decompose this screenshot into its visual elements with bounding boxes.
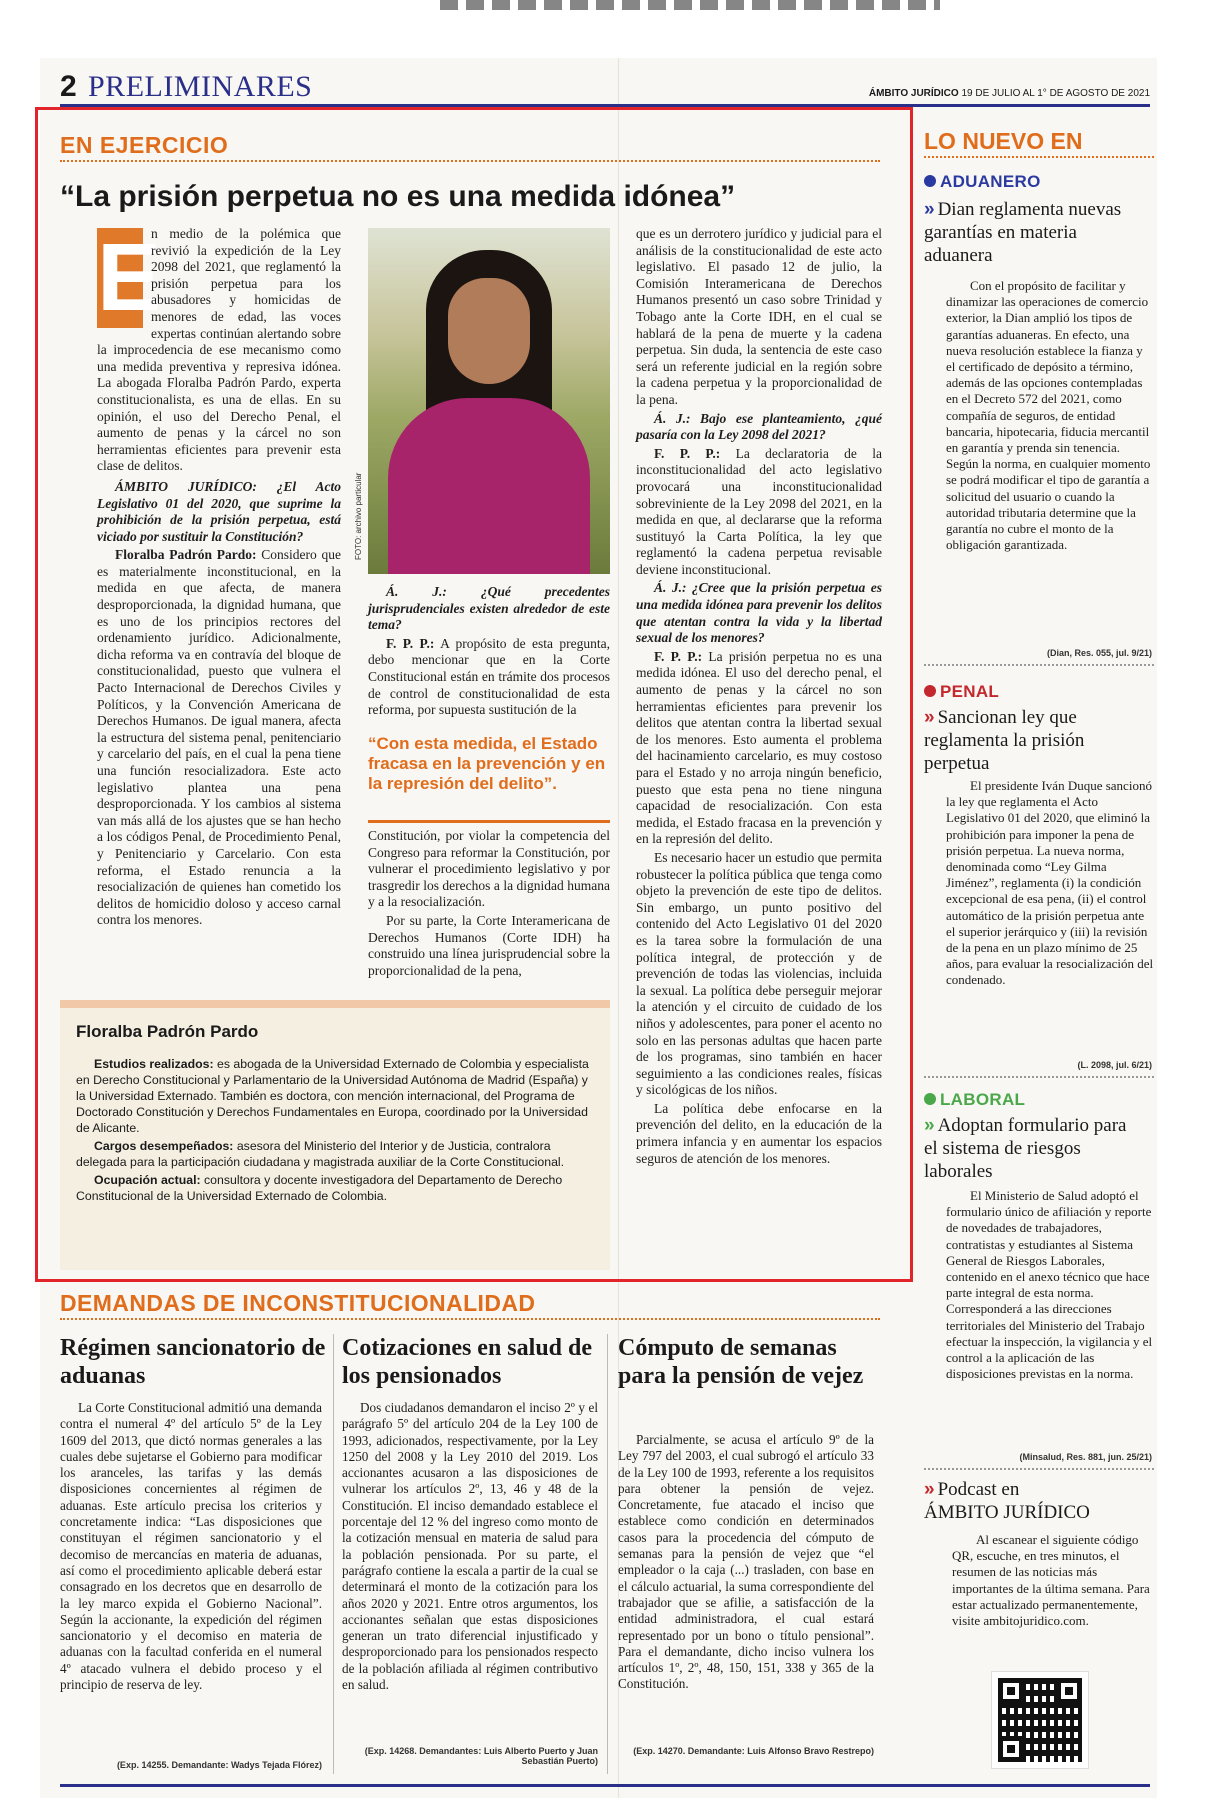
headline-text: Sancionan ley que reglamenta la prisión perpetua bbox=[924, 707, 1085, 774]
issue-dates: 19 DE JULIO AL 1° DE AGOSTO DE 2021 bbox=[961, 88, 1150, 99]
demanda-body-3 bbox=[618, 1432, 874, 1695]
chevron-right-icon: » bbox=[924, 1115, 935, 1136]
sidebar-body-1 bbox=[946, 278, 1154, 553]
sidebar-category-penal bbox=[924, 682, 999, 702]
demandas-rule bbox=[60, 1318, 880, 1320]
bio-box bbox=[60, 1000, 610, 1270]
article-column-3 bbox=[636, 226, 882, 1169]
section-title: PRELIMINARES bbox=[88, 70, 313, 103]
category-dot-icon bbox=[924, 175, 936, 187]
paragraph: Por su parte, la Corte Interamericana de Derechos Humanos (Corte IDH) ha construido una línea jurisprudencial sobre la proporcionalidad de la pena, bbox=[368, 912, 610, 978]
bio-text: consultora y docente investigadora del Departamento de Derecho Constitucional de la Universidad Externado de Colombia. bbox=[76, 1173, 563, 1203]
answer-speaker: F. P. P.: bbox=[654, 648, 703, 664]
answer-speaker: Floralba Padrón Pardo: bbox=[115, 547, 257, 563]
headline-text: Adoptan formulario para el sistema de riesgos laborales bbox=[924, 1115, 1127, 1182]
sidebar-source-2: (L. 2098, jul. 6/21) bbox=[1077, 1060, 1152, 1070]
sidebar-source-1: (Dian, Res. 055, jul. 9/21) bbox=[1046, 648, 1152, 658]
qr-finder bbox=[1056, 1678, 1082, 1704]
article-column-1 bbox=[97, 226, 341, 931]
demanda-headline-2: Cotizaciones en salud de los pensionados bbox=[342, 1335, 593, 1389]
demanda-headline-3: Cómputo de semanas para la pensión de vejez bbox=[618, 1335, 864, 1389]
podcast-headline bbox=[924, 1478, 1154, 1524]
photo-blouse bbox=[388, 398, 590, 574]
category-label: LABORAL bbox=[940, 1090, 1026, 1109]
qr-finder bbox=[998, 1736, 1024, 1762]
intro-paragraph: n medio de la polémica que revivió la expedición de la Ley 2098 del 2021, que reglamentó la prisión perpetua para los abusadores y homicidas de menores de edad, las voces expertas continúan alertando sobre la improcedencia de ese mecanismo como una medida preventiva y represiva idónea. La abogada Floralba Padrón Pardo, experta constitucionalista, es una de ellas. En su opinión, el uso del Derecho Penal, el aumento de penas y la cárcel no son herramientas eficientes para prevenir esta clase de delitos. bbox=[97, 226, 341, 474]
body-text: El Ministerio de Salud adoptó el formulario único de afiliación y reporte de novedades de trabajadores, contratistas y estudiantes al Sistema General de Riesgos Laborales, contenido en el anexo técnico que hace parte integral de esta norma. Corresponderá a las direcciones territoriales del Ministerio del Trabajo efectuar la inspección, la vigilancia y el control a la aplicación de las disposiciones previstas en la norma. bbox=[946, 1188, 1153, 1382]
brand-name: ÁMBITO JURÍDICO bbox=[868, 88, 959, 99]
body-text: El presidente Iván Duque sancionó la ley que reglamenta el Acto Legislativo 01 del 2020, que eliminó la prohibición para imponer la pena de prisión perpetua. La nueva norma, denominada como “Ley Gilma Jiménez”, reglamenta (i) la condición excepcional de esa pena, (ii) el control automático de la prisión perpetua ante el superior jerárquico y (iii) la revisión de la pena en un plazo mínimo de 25 años, para evaluar la resocialización del condenado. bbox=[946, 778, 1154, 988]
demanda-source-3: (Exp. 14270. Demandante: Luis Alfonso Bravo Restrepo) bbox=[633, 1746, 874, 1756]
sidebar-category-aduanero bbox=[924, 172, 1041, 192]
question-3: Á. J.: Bajo ese planteamiento, ¿qué pasaría con la Ley 2098 del 2021? bbox=[636, 410, 882, 443]
article-column-2 bbox=[368, 584, 610, 721]
demanda-headline-1: Régimen sancionatorio de aduanas bbox=[60, 1335, 326, 1389]
pull-quote: “Con esta medida, el Estado fracasa en la prevención y en la represión del delito”. bbox=[368, 734, 606, 793]
sidebar-source-3: (Minsalud, Res. 881, jun. 25/21) bbox=[1019, 1452, 1152, 1462]
bio-name: Floralba Padrón Pardo bbox=[76, 1022, 259, 1041]
section-kicker: EN EJERCICIO bbox=[60, 132, 229, 158]
previous-page-bleed bbox=[440, 0, 940, 10]
paragraph: Constitución, por violar la competencia del Congreso para reformar la Constitución, por vulnerar el procedimiento legislativo y por trasgredir los derechos a la dignidad humana y a la resocialización. bbox=[368, 828, 610, 910]
headline-text: Dian reglamenta nuevas garantías en materia aduanera bbox=[924, 199, 1122, 266]
bio-label: Cargos desempeñados: bbox=[94, 1139, 234, 1153]
bio-label: Ocupación actual: bbox=[94, 1173, 201, 1187]
sidebar-headline-1 bbox=[924, 198, 1134, 267]
bio-text: asesora del Ministerio del Interior y de Justicia, contralora delegada para la participación ciudadana y magistrada auxiliar de la Corte Constitucional. bbox=[76, 1139, 565, 1169]
sidebar-headline-3 bbox=[924, 1114, 1136, 1183]
paragraph: La política debe enfocarse en la prevención del delito, en la educación de la primera infancia y en aumentar los espacios seguros de atención de los menores. bbox=[636, 1100, 882, 1166]
question-4: Á. J.: ¿Cree que la prisión perpetua es una medida idónea para prevenir los delitos que atentan contra la vida y la libertad sexual de los menores? bbox=[636, 580, 882, 646]
sidebar-headline-2 bbox=[924, 706, 1124, 775]
qr-finder bbox=[998, 1678, 1024, 1704]
column-divider bbox=[607, 1334, 608, 1774]
question-1: ÁMBITO JURÍDICO: ¿El Acto Legislativo 01 del 2020, que suprime la prohibición de la prisión perpetua, está viciado por sustituir la Constitución? bbox=[97, 478, 341, 544]
bio-roles bbox=[76, 1138, 594, 1170]
podcast-head-2: ÁMBITO JURÍDICO bbox=[924, 1502, 1090, 1523]
sidebar-title: LO NUEVO EN bbox=[924, 128, 1083, 154]
answer-text: Considero que es materialmente inconstitucional, en la medida en que afecta, de manera desproporcionada, la dignidad humana, que es uno de los principios rectores del ordenamiento jurídico. Adicionalmente, dicha reforma va en contravía del bloque de constitucionalidad, puesto que vulnera el Pacto Internacional de Derechos Civiles y Políticos, y la Convención Americana de Derechos Humanos. De igual manera, afecta la estructura del sistema penal, penitenciario y carcelario del país, en el cual la pena tiene una función resocializadora. Este acto legislativo plantea una pena desproporcionada. Y los cambios al sistema van más allá de los ajustes que se han hecho a los códigos Penal, de Procedimiento Penal, y Penitenciario y Carcelario. Con esta reforma, el Estado renuncia a la resocialización de quienes han cometido los delitos de homicidio doloso y acceso carnal contra los menores. bbox=[97, 547, 341, 928]
bio-text: es abogada de la Universidad Externado de Colombia y especialista en Derecho Constitucional y Parlamentario de la Universidad Autónoma de Madrid (España) y la Universidad Externado. También es doctora, con mención internacional, del Programa de Doctorado Constitución y Derechos Fundamentales en Europa, coordinado por la Universidad de Alicante. bbox=[76, 1057, 589, 1135]
body-text: Dos ciudadanos demandaron el inciso 2º y el parágrafo 5º del artículo 204 de la Ley 100 de 1993, adicionados, respectivamente, por la Ley 1250 del 2008 y la Ley 2010 del 2019. Los accionantes acusaron a las disposiciones de vulnerar los artículos 2º, 13, 46 y 48 de la Constitución. El inciso demandado establece el porcentaje del 12 % del ingreso como monto de la cotización mensual en materia de salud para la población pensionada. Por su parte, el parágrafo contiene la escala a partir de la cual se determinará el monto de la cotización para los años 2020 y 2021. Entre otros argumentos, los accionantes señalan que estas disposiciones generan un trato diferencial injustificado y desproporcionado para los pensionados respecto de la población afiliada al régimen contributivo en salud. bbox=[342, 1400, 598, 1693]
answer-text: La declaratoria de la inconstitucionalidad del acto legislativo provocará una inconstitucionalidad sobreviniente de la Ley 2098 del 2021, en la medida en que, al declararse que la reforma sustituyó la Carta Política, la ley que reglamentó la cadena perpetua revisable deviene inconstitucional. bbox=[636, 445, 882, 577]
category-label: PENAL bbox=[940, 682, 1000, 701]
answer-4 bbox=[636, 649, 882, 848]
podcast-body bbox=[952, 1532, 1152, 1629]
body-text: Parcialmente, se acusa el artículo 9º de la Ley 797 del 2003, el cual subrogó el artículo 33 de la Ley 100 de 1993, referente a los requisitos para obtener la pensión de vejez. Concretamente, fue atacado el inciso que establece como condición en determinados casos para la procedencia del cómputo de semanas para la pensión de vejez que “el empleador o la caja (...) trasladen, con base en el cálculo actuarial, la suma correspondiente del trabajador que se afilie, a satisfacción de la entidad administradora, el cual estará representado por un bono o título pensional”. Para el demandante, dicho inciso vulnera los artículos 1º, 2º, 48, 150, 151, 338 y 365 de la Constitución. bbox=[618, 1432, 874, 1692]
drop-cap: E bbox=[97, 224, 162, 331]
answer-text: La prisión perpetua no es una medida idónea. El uso del derecho penal, el aumento de penas y la cárcel no son herramientas eficientes para prevenir los delitos que atentan contra la libertad sexual de los menores. Esto aumenta el problema del hacinamiento carcelario, es muy costoso para el Estado y no arroja ningún beneficio, puesto que esta pena no tiene ninguna capacidad de resocialización. Con esta medida, el Estado fracasa en la prevención y en la represión del delito. bbox=[636, 648, 883, 847]
sidebar-divider bbox=[924, 1076, 1154, 1078]
chevron-right-icon: » bbox=[924, 199, 935, 220]
paragraph: que es un derrotero jurídico y judicial para el análisis de la constitucionalidad de este acto legislativo. El pasado 12 de julio, la Comisión Interamericana de Derechos Humanos presentó un caso sobre Trinidad y Tobago ante la Corte IDH, en el cual se hablará de la pena de muerte y la cadena perpetua. Sin duda, la sentencia de este caso será un referente judicial en la región sobre la cadena perpetua y la proporcionalidad de la pena. bbox=[636, 226, 882, 407]
column-divider bbox=[333, 1334, 334, 1774]
question-2: Á. J.: ¿Qué precedentes jurisprudenciales existen alrededor de este tema? bbox=[368, 584, 610, 633]
answer-1 bbox=[97, 547, 341, 929]
page-number: 2 bbox=[60, 70, 77, 103]
sidebar-title-rule bbox=[924, 156, 1154, 158]
bio-occupation bbox=[76, 1172, 594, 1204]
body-text: La Corte Constitucional admitió una demanda contra el numeral 4º del artículo 5º de la Ley 1609 del 2013, que dictó normas generales a las cuales debe sujetarse el Gobierno para modificar los aranceles, las tarifas y las demás disposiciones concernientes al régimen de aduanas. Este artículo precisa los criterios y concretamente indica: “Las disposiciones que constituyan el régimen sancionatorio y el decomiso de mercancías en materia de aduanas, así como el procedimiento aplicable deberá estar consagrado en los decretos que en desarrollo de la ley marco expida el Gobierno Nacional”. Según la accionante, la expedición del régimen sancionatorio y el decomiso en materia de aduanas con la facultad conferida en el numeral 4º atacado vulnera el debido proceso y el principio de reserva de ley. bbox=[60, 1400, 322, 1693]
answer-text: A propósito de esta pregunta, debo mencionar que en la Corte Constitucional están en trámite dos procesos de control de constitucionalidad de esta reforma, por supuesta sustitución de la bbox=[368, 635, 610, 718]
article-column-2-continued bbox=[368, 828, 610, 981]
answer-speaker: F. P. P.: bbox=[386, 635, 435, 651]
sidebar-body-3 bbox=[946, 1188, 1154, 1382]
category-dot-icon bbox=[924, 1093, 936, 1105]
sidebar-divider bbox=[924, 1468, 1154, 1470]
answer-2 bbox=[368, 636, 610, 719]
interviewee-photo bbox=[368, 228, 610, 574]
photo-credit: FOTO: archivo particular bbox=[354, 472, 363, 560]
footer-rule bbox=[60, 1784, 1150, 1787]
bio-label: Estudios realizados: bbox=[94, 1057, 214, 1071]
chevron-right-icon: » bbox=[924, 1479, 935, 1500]
qr-code-icon[interactable] bbox=[992, 1672, 1088, 1768]
kicker-rule bbox=[60, 160, 880, 162]
category-label: ADUANERO bbox=[940, 172, 1041, 191]
demanda-source-1: (Exp. 14255. Demandante: Wadys Tejada Flórez) bbox=[116, 1760, 322, 1770]
demanda-body-2 bbox=[342, 1400, 598, 1695]
sidebar-body-2 bbox=[946, 778, 1154, 989]
sidebar-divider bbox=[924, 664, 1154, 666]
masthead-brand bbox=[869, 88, 1150, 99]
bio-studies bbox=[76, 1056, 594, 1136]
answer-3 bbox=[636, 446, 882, 579]
chevron-right-icon: » bbox=[924, 707, 935, 728]
category-dot-icon bbox=[924, 685, 936, 697]
demanda-body-1 bbox=[60, 1400, 322, 1695]
body-text: Con el propósito de facilitar y dinamizar las operaciones de comercio exterior, la Dian amplió los tipos de garantías aduaneras. En efecto, una nueva resolución establece la fianza y el certificado de depósito a término, además de las opciones contempladas en el Decreto 572 del 2021, como compañía de seguros, de entidad bancaria, hipotecaria, fiducia mercantil en garantía y prenda sin tenencia. Según la norma, en cualquier momento se podrá modificar el tipo de garantía a solicitud del usuario o cuando la autoridad tributaria determine que la garantía no cubre el monto de la obligación garantizada. bbox=[946, 278, 1151, 553]
article-headline: “La prisión perpetua no es una medida idónea” bbox=[60, 180, 736, 213]
masthead bbox=[60, 70, 1150, 108]
body-text: Al escanear el siguiente código QR, escuche, en tres minutos, el resumen de las noticias más importantes de la última semana. Para estar actualizado permanentemente, visite ambitojuridico.com. bbox=[952, 1532, 1150, 1629]
answer-speaker: F. P. P.: bbox=[654, 445, 721, 461]
photo-face bbox=[448, 278, 530, 384]
podcast-head-1: Podcast en bbox=[937, 1479, 1020, 1500]
demanda-source-2: (Exp. 14268. Demandantes: Luis Alberto Puerto y Juan Sebastián Puerto) bbox=[364, 1746, 598, 1766]
paragraph: Es necesario hacer un estudio que permita robustecer la política pública que tenga como objeto la prevención de este tipo de delitos. Sin embargo, un punto positivo del contenido del Acto Legislativo 01 del 2020 es la tarea sobre la formulación de una política integral, de protección y de prevención de todas las violencias, incluida la sexual. La política debe perseguir mejorar la atención y el circuito de cuidado de los niños y adolescentes, para poner el acento no solo en las personas adultas que hacen parte de los programas, sino también en hacer seguimiento a las condiciones reales, físicas y sicológicas de los niños. bbox=[636, 849, 882, 1098]
pull-quote-rule bbox=[368, 820, 610, 823]
demandas-title: DEMANDAS DE INCONSTITUCIONALIDAD bbox=[60, 1290, 536, 1316]
sidebar-category-laboral bbox=[924, 1090, 1025, 1110]
